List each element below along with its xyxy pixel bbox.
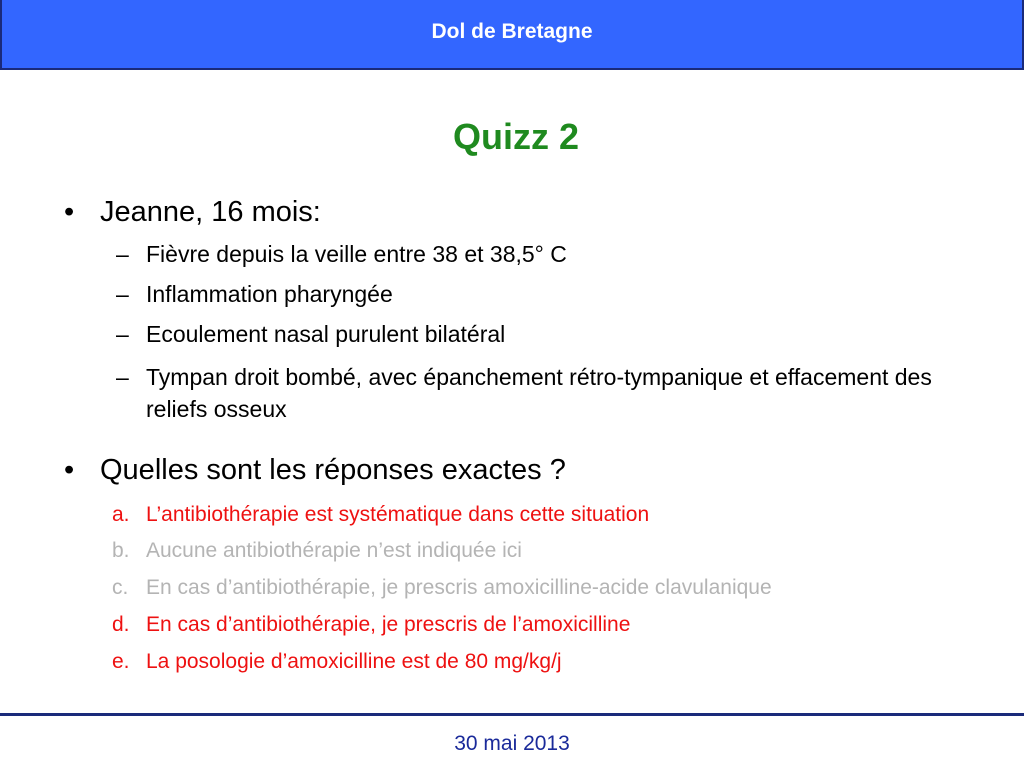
header-title: Dol de Bretagne [431,20,593,43]
header-bar [0,0,1024,70]
bullet-icon: • [64,196,75,228]
bullet-icon: • [64,454,75,486]
answer-letter: e. [112,650,130,673]
answer-letter: b. [112,539,130,562]
case-item-text: Ecoulement nasal purulent bilatéral [146,321,506,347]
answer-text: En cas d’antibiothérapie, je prescris de l’amoxicilline [146,613,631,636]
answer-text: L’antibiothérapie est systématique dans cette situation [146,503,650,526]
answer-letter: a. [112,503,130,526]
answer-text: Aucune antibiothérapie n’est indiquée ici [146,539,522,562]
case-item-text: Tympan droit bombé, avec épanchement rétro-tympanique et effacement des reliefs osseux [146,364,932,422]
footer-divider [0,713,1024,716]
case-item-text: Inflammation pharyngée [146,281,393,307]
case-heading: Jeanne, 16 mois: [100,196,321,228]
question-heading: Quelles sont les réponses exactes ? [100,454,566,486]
footer-date: 30 mai 2013 [454,732,570,755]
answer-letter: c. [112,576,129,599]
case-item-text: Fièvre depuis la veille entre 38 et 38,5° C [146,241,567,267]
answer-text: En cas d’antibiothérapie, je prescris amoxicilline-acide clavulanique [146,576,772,599]
answer-letter: d. [112,613,130,636]
slide-title: Quizz 2 [452,116,580,157]
answer-text: La posologie d’amoxicilline est de 80 mg/kg/j [146,650,562,673]
